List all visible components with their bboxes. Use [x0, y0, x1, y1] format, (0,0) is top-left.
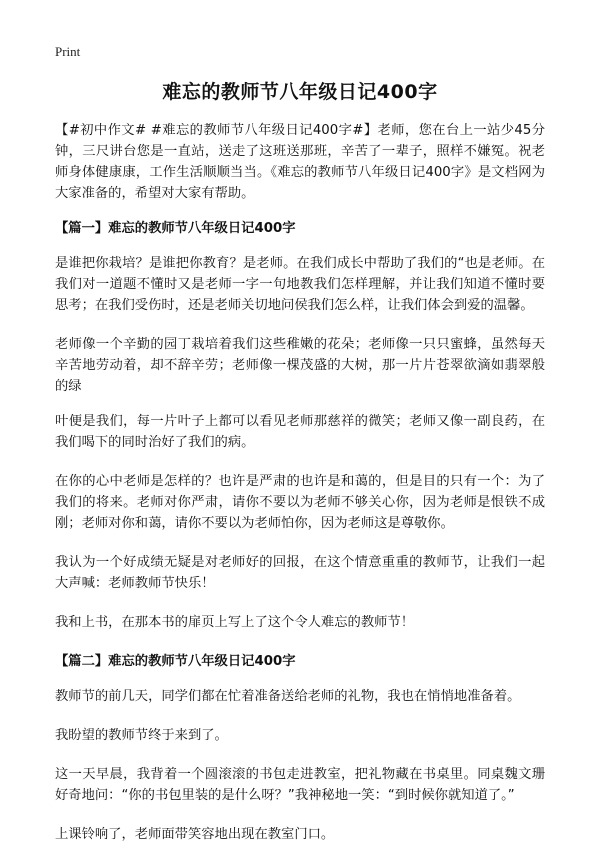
article-body [55, 120, 545, 863]
section-1-paragraph: 我和上书，在那本书的扉页上写上了这个令人难忘的教师节！ [55, 615, 415, 630]
section-2-title: 【篇二】难忘的教师节八年级日记400字 [55, 654, 296, 669]
section-2-paragraph: 这一天早晨，我背着一个圆滚滚的书包走进教室，把礼物藏在书桌里。同桌魏文珊好奇地问：“你的书包里装的是什么呀？”我神秘地一笑：“到时候你就知道了。” [55, 767, 545, 803]
intro-paragraph: 【#初中作文# #难忘的教师节八年级日记400字#】老师，您在台上一站少45分钟，三尺讲台您是一直站，送走了这班送那班，辛苦了一辈子，照样不嫌冤。祝老师身体健康康，工作生活顺顺当当。《难忘的教师节八年级日记400字》是文档网为大家准备的，希望对大家有帮助。 [55, 123, 545, 201]
section-2-paragraph: 上课铃响了，老师面带笑容地出现在教室门口。 [55, 827, 335, 842]
section-1-paragraph: 我认为一个好成绩无疑是对老师好的回报，在这个情意重重的教师节，让我们一起大声喊：老师教师节快乐！ [55, 555, 545, 591]
page-title: 难忘的教师节八年级日记400字 [162, 81, 438, 103]
section-1-paragraph: 老师像一个辛勤的园丁栽培着我们这些稚嫩的花朵；老师像一只只蜜蜂，虽然每天辛苦地劳动着，却不辞辛劳；老师像一棵茂盛的大树，那一片片苍翠欲滴如翡翠般的绿 [55, 337, 545, 394]
section-2-paragraph: 我盼望的教师节终于来到了。 [55, 728, 228, 743]
section-1-paragraph: 在你的心中老师是怎样的？也许是严肃的也许是和蔼的，但是目的只有一个：为了我们的将来。老师对你严肃，请你不要以为老师不够关心你，因为老师是恨铁不成刚；老师对你和蔼，请你不要以为老师怕你，因为老师这是尊敬你。 [55, 474, 545, 531]
section-1-paragraph: 是谁把你栽培？是谁把你教育？是老师。在我们成长中帮助了我们的“也是老师。在我们对一道题不懂时又是老师一字一句地教我们怎样理解，并让我们知道不懂时要思考；在我们受伤时，还是老师关切地问侯我们怎么样，让我们体会到爱的温馨。 [55, 256, 545, 313]
print-link[interactable]: Print [55, 44, 81, 59]
section-1-title: 【篇一】难忘的教师节八年级日记400字 [55, 221, 296, 236]
section-2-paragraph: 教师节的前几天，同学们都在忙着准备送给老师的礼物，我也在悄悄地准备着。 [55, 689, 521, 704]
section-1-paragraph: 叶便是我们，每一片叶子上都可以看见老师那慈祥的微笑；老师又像一副良药，在我们喝下的同时治好了我们的病。 [55, 414, 545, 450]
